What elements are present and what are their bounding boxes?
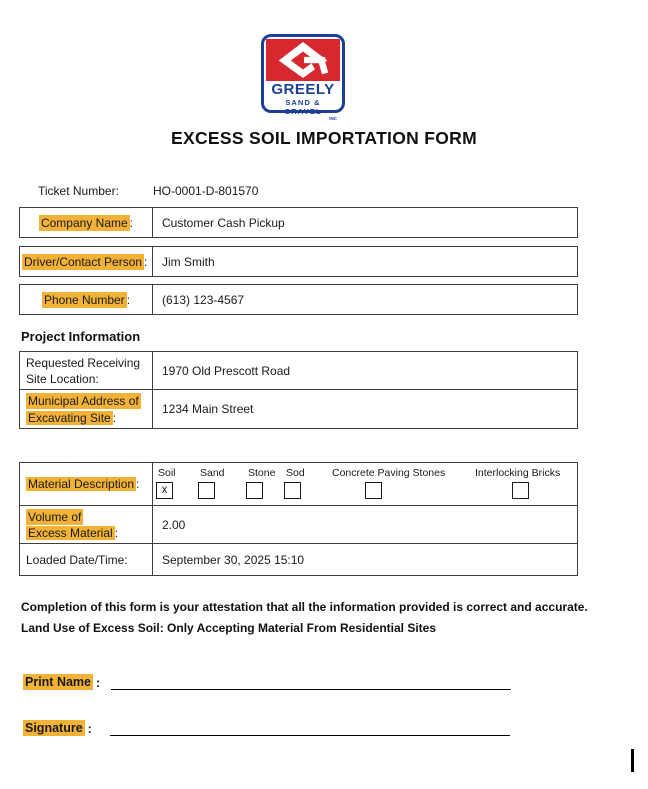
phone-number-row [19, 284, 578, 315]
ticket-number-label: Ticket Number: [38, 184, 119, 198]
receiving-site-row [20, 352, 577, 390]
greely-g-icon [274, 41, 332, 79]
phone-number-colon: : [126, 292, 131, 307]
municipal-address-label-line2: Excavating Site [28, 410, 111, 425]
material-description-label: Material Description [28, 477, 135, 491]
logo-subtitle-text: SAND & GRAVEL [284, 98, 322, 116]
soil-label: Soil [158, 467, 176, 479]
material-option-stone [246, 467, 275, 499]
material-option-soil [156, 467, 176, 499]
form-title: EXCESS SOIL IMPORTATION FORM [171, 128, 477, 148]
sod-label: Sod [286, 467, 305, 479]
material-description-row [20, 463, 577, 506]
material-option-sand [198, 467, 225, 499]
driver-contact-value-cell [153, 247, 577, 276]
stone-label: Stone [248, 467, 276, 479]
phone-number-label: Phone Number [43, 292, 125, 307]
loaded-datetime-value: September 30, 2025 15:10 [162, 552, 305, 567]
loaded-datetime-label-cell [20, 544, 153, 575]
volume-row [20, 506, 577, 544]
municipal-address-label-line1: Municipal Address of [28, 394, 139, 408]
municipal-address-value-cell [153, 390, 577, 428]
text-cursor [631, 749, 634, 772]
company-name-row [19, 207, 578, 238]
company-name-label: Company Name [40, 215, 128, 230]
volume-colon: : [114, 526, 119, 540]
logo-brand-text: GREELY [271, 81, 335, 98]
logo-red-panel [266, 39, 340, 81]
municipal-address-label-cell [20, 390, 153, 428]
material-option-sod [284, 467, 305, 499]
stone-checkbox[interactable] [246, 482, 263, 499]
interlocking-bricks-label: Interlocking Bricks [475, 467, 561, 479]
driver-contact-colon: : [144, 254, 148, 269]
print-name-label: Print Name [25, 675, 91, 689]
company-name-value: Customer Cash Pickup [162, 215, 285, 230]
attestation-line2: Land Use of Excess Soil: Only Accepting Material From Residential Sites [21, 621, 437, 635]
material-description-label-cell [20, 463, 153, 505]
soil-checkbox[interactable] [156, 482, 173, 499]
volume-label-line2: Excess Material [28, 526, 113, 540]
material-option-interlocking-bricks [473, 467, 560, 499]
signature-row [23, 719, 510, 736]
material-table [19, 462, 578, 576]
municipal-address-value: 1234 Main Street [162, 402, 254, 416]
volume-label-cell [20, 506, 153, 543]
municipal-address-colon: : [112, 410, 117, 425]
material-option-concrete-paving-stones [330, 467, 445, 499]
attestation-line1: Completion of this form is your attestation that all the information provided is correct and accurate. [21, 600, 588, 614]
sand-checkbox[interactable] [198, 482, 215, 499]
volume-label-line1: Volume of [28, 509, 82, 524]
loaded-datetime-value-cell [153, 544, 577, 575]
print-name-line[interactable] [111, 673, 511, 690]
concrete-paving-stones-checkbox[interactable] [365, 482, 382, 499]
receiving-site-label-line2: Site Location: [26, 371, 99, 386]
project-information-heading: Project Information [21, 329, 141, 344]
print-name-row [23, 673, 511, 690]
logo-inc-text: INC [329, 116, 337, 121]
signature-line[interactable] [110, 719, 510, 736]
ticket-number-value: HO-0001-D-801570 [153, 184, 259, 198]
receiving-site-label-line1: Requested Receiving [26, 355, 141, 370]
phone-number-value-cell [153, 285, 577, 314]
project-information-table [19, 351, 578, 429]
company-name-label-cell [20, 208, 153, 237]
receiving-site-value-cell [153, 352, 577, 389]
loaded-datetime-label: Loaded Date/Time: [26, 552, 128, 567]
material-options-cell [153, 463, 577, 505]
interlocking-bricks-checkbox[interactable] [512, 482, 529, 499]
sand-label: Sand [200, 467, 225, 479]
sod-checkbox[interactable] [284, 482, 301, 499]
loaded-datetime-row [20, 544, 577, 575]
phone-number-value: (613) 123-4567 [162, 292, 245, 307]
volume-value: 2.00 [162, 517, 186, 532]
print-name-colon: : [96, 676, 101, 690]
driver-contact-label: Driver/Contact Person [24, 254, 143, 269]
receiving-site-label-cell [20, 352, 153, 389]
company-name-value-cell [153, 208, 577, 237]
concrete-paving-stones-label: Concrete Paving Stones [332, 467, 446, 479]
material-description-colon: : [136, 477, 140, 491]
receiving-site-value: 1970 Old Prescott Road [162, 363, 291, 378]
phone-number-label-cell [20, 285, 153, 314]
greely-logo [261, 34, 345, 121]
driver-contact-row [19, 246, 578, 277]
volume-value-cell [153, 506, 577, 543]
driver-contact-value: Jim Smith [162, 254, 215, 269]
company-name-colon: : [129, 215, 134, 230]
signature-colon: : [87, 722, 92, 736]
soil-checkbox-mark: x [161, 484, 168, 496]
municipal-address-row [20, 390, 577, 428]
signature-label: Signature [25, 721, 83, 735]
driver-contact-label-cell [20, 247, 153, 276]
